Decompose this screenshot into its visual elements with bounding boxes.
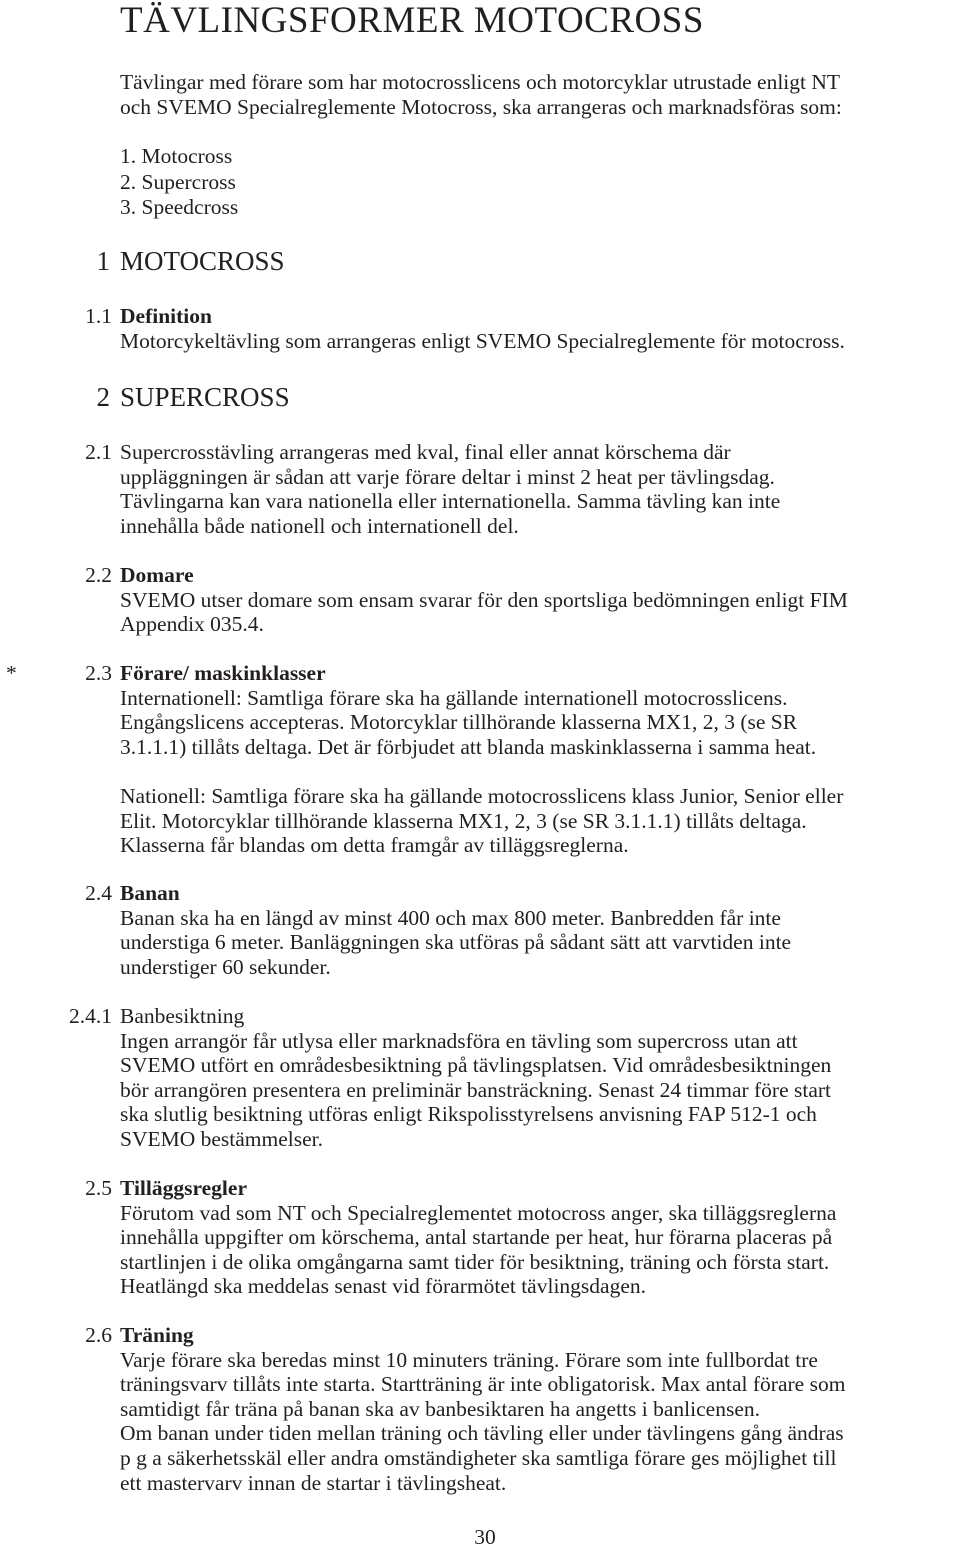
forms-list <box>120 144 238 221</box>
change-marker: * <box>6 661 17 685</box>
body-line: Motorcykeltävling som arrangeras enligt SVEMO Specialreglemente för motocross. <box>120 328 845 353</box>
body-line: understiger 60 sekunder. <box>120 954 331 979</box>
subsection-heading: Banbesiktning <box>120 1004 245 1028</box>
body-line: Tävlingarna kan vara nationella eller internationella. Samma tävling kan inte <box>120 489 781 514</box>
subsection-2-4-1 <box>120 1004 831 1152</box>
subsection-heading: Tilläggsregler <box>120 1176 247 1200</box>
body-line: Ingen arrangör får utlysa eller marknadsföra en tävling som supercross utan att <box>120 1028 798 1053</box>
list-item: 1. Motocross <box>120 144 233 168</box>
body-line: Internationell: Samtliga förare ska ha gällande internationell motocrosslicens. <box>120 685 788 710</box>
body-line: SVEMO utfört en områdesbesiktning på tävlingsplatsen. Vid områdesbesiktningen <box>120 1053 832 1078</box>
subsection-number: 1.1 <box>85 304 112 328</box>
subsection-heading: Domare <box>120 563 194 587</box>
list-item: 3. Speedcross <box>120 195 239 220</box>
subsection-number: 2.4 <box>85 881 112 905</box>
body-line: uppläggningen är sådan att varje förare deltar i minst 2 heat per tävlingsdag. <box>120 464 775 489</box>
section-number: 1 <box>96 246 110 276</box>
section-title: MOTOCROSS <box>120 246 285 276</box>
subsection-2-4 <box>120 881 791 979</box>
body-line: Om banan under tiden mellan träning och tävling eller under tävlingens gång ändras <box>120 1421 844 1446</box>
body-line: bör arrangören presentera en preliminär bansträckning. Senast 24 timmar före start <box>120 1077 832 1102</box>
list-item: 2. Supercross <box>120 169 236 194</box>
body-line: SVEMO bestämmelser. <box>120 1126 324 1151</box>
body-line: Varje förare ska beredas minst 10 minuters träning. Förare som inte fullbordat tre <box>120 1347 818 1372</box>
body-line: Nationell: Samtliga förare ska ha gällande motocrosslicens klass Junior, Senior eller <box>120 784 844 808</box>
body-line: startlinjen i de olika omgångarna samt tider för besiktning, träning och första start. <box>120 1249 830 1274</box>
section-title: SUPERCROSS <box>120 382 290 412</box>
body-line: p g a säkerhetsskäl eller andra omständigheter ska samtliga förare ges möjlighet till <box>120 1445 837 1470</box>
intro-line: Tävlingar med förare som har motocrosslicens och motorcyklar utrustade enligt NT <box>120 70 841 94</box>
body-line: träningsvarv tillåts inte starta. Startträning är inte obligatorisk. Max antal förare som <box>120 1372 846 1397</box>
subsection-heading: Förare/ maskinklasser <box>120 661 326 685</box>
subsection-number: 2.5 <box>85 1176 112 1200</box>
subsection-2-6 <box>120 1323 845 1495</box>
body-line: Appendix 035.4. <box>120 612 264 637</box>
subsection-2-3-national <box>120 784 843 858</box>
body-line: ska slutlig besiktning utföras enligt Rikspolisstyrelsens anvisning FAP 512-1 och <box>120 1102 817 1127</box>
subsection-number: 2.4.1 <box>69 1004 112 1028</box>
subsection-2-1 <box>120 440 780 538</box>
subsection-number: 2.2 <box>85 563 112 587</box>
subsection-2-5 <box>120 1176 836 1299</box>
body-line: Banan ska ha en längd av minst 400 och max 800 meter. Banbredden får inte <box>120 905 781 930</box>
subsection-2-2 <box>120 563 848 637</box>
body-line: innehålla både nationell och internationell del. <box>120 513 519 538</box>
subsection-2-3 <box>120 661 816 759</box>
intro-line: och SVEMO Specialreglemente Motocross, ska arrangeras och marknadsföras som: <box>120 94 842 119</box>
page-number: 30 <box>474 1525 496 1549</box>
subsection-heading: Träning <box>120 1323 194 1347</box>
subsection-heading: Definition <box>120 304 212 328</box>
subsection-number: 2.1 <box>85 440 112 464</box>
section-number: 2 <box>96 382 110 412</box>
body-line: samtidigt får träna på banan ska av banbesiktaren ha angetts i banlicensen. <box>120 1396 760 1421</box>
document-title: TÄVLINGSFORMER MOTOCROSS <box>120 0 704 41</box>
body-line: Förutom vad som NT och Specialreglementet motocross anger, ska tilläggsreglerna <box>120 1200 837 1225</box>
body-line: ett mastervarv innan de startar i tävlingsheat. <box>120 1470 507 1495</box>
subsection-number: 2.6 <box>85 1323 112 1347</box>
body-line: Heatlängd ska meddelas senast vid förarmötet tävlingsdagen. <box>120 1274 646 1299</box>
body-line: Klasserna får blandas om detta framgår av tilläggsreglerna. <box>120 833 629 858</box>
body-line: Elit. Motorcyklar tillhörande klasserna MX1, 2, 3 (se SR 3.1.1.1) tillåts deltaga. <box>120 808 807 833</box>
body-line: Engångslicens accepteras. Motorcyklar tillhörande klasserna MX1, 2, 3 (se SR <box>120 710 798 735</box>
subsection-1-1 <box>120 304 845 353</box>
body-line: understiga 6 meter. Banläggningen ska utföras på sådant sätt att varvtiden inte <box>120 930 792 955</box>
body-line: innehålla uppgifter om körschema, antal startande per heat, hur förarna placeras på <box>120 1225 833 1250</box>
subsection-number: 2.3 <box>85 661 112 685</box>
body-line: SVEMO utser domare som ensam svarar för den sportsliga bedömningen enligt FIM <box>120 587 848 612</box>
intro-paragraph <box>120 70 842 119</box>
body-line: 3.1.1.1) tillåts deltaga. Det är förbjudet att blanda maskinklasserna i samma heat. <box>120 734 817 759</box>
body-line: Supercrosstävling arrangeras med kval, final eller annat körschema där <box>120 440 731 464</box>
subsection-heading: Banan <box>120 881 180 905</box>
